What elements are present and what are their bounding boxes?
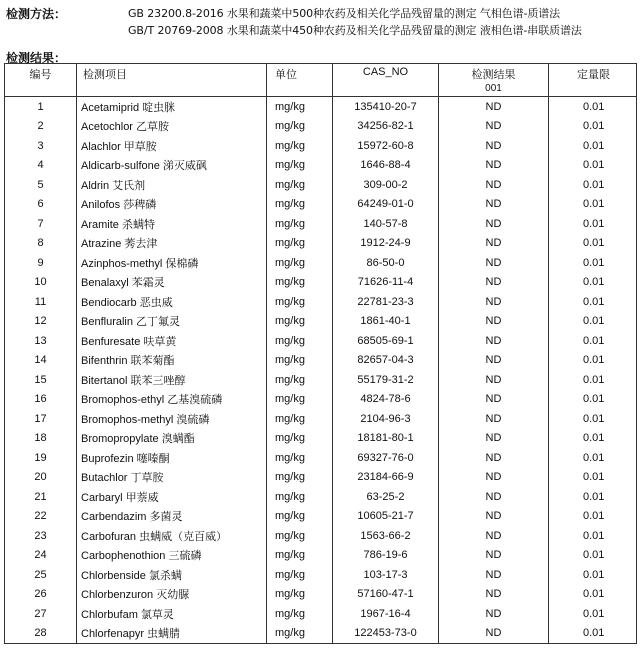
table-row: [5, 546, 637, 566]
row-cas-no: 82657-04-3: [333, 351, 439, 371]
table-row: [5, 585, 637, 605]
row-cas-no: 15972-60-8: [333, 136, 439, 156]
row-number: 3: [5, 136, 77, 156]
row-unit: mg/kg: [267, 409, 333, 429]
row-item-name: Chlorbenzuron 灭幼脲: [77, 585, 267, 605]
row-result: ND: [439, 585, 549, 605]
row-result: ND: [439, 156, 549, 176]
row-item-name: Bromophos-methyl 溴硫磷: [77, 409, 267, 429]
row-number: 17: [5, 409, 77, 429]
row-limit: 0.01: [549, 487, 637, 507]
row-cas-no: 68505-69-1: [333, 331, 439, 351]
row-item-name: Carbendazim 多菌灵: [77, 507, 267, 527]
row-unit: mg/kg: [267, 292, 333, 312]
table-row: [5, 97, 637, 117]
row-unit: mg/kg: [267, 487, 333, 507]
row-limit: 0.01: [549, 448, 637, 468]
row-limit: 0.01: [549, 117, 637, 137]
row-cas-no: 1912-24-9: [333, 234, 439, 254]
row-cas-no: 1967-16-4: [333, 604, 439, 624]
table-row: [5, 273, 637, 293]
row-limit: 0.01: [549, 331, 637, 351]
row-cas-no: 1861-40-1: [333, 312, 439, 332]
row-item-name: Chlorbufam 氯草灵: [77, 604, 267, 624]
row-unit: mg/kg: [267, 624, 333, 644]
row-item-name: Bromopropylate 溴螨酯: [77, 429, 267, 449]
row-limit: 0.01: [549, 351, 637, 371]
row-limit: 0.01: [549, 253, 637, 273]
row-number: 8: [5, 234, 77, 254]
row-unit: mg/kg: [267, 312, 333, 332]
row-result: ND: [439, 234, 549, 254]
row-result: ND: [439, 565, 549, 585]
row-item-name: Acetamiprid 啶虫脒: [77, 97, 267, 117]
row-item-name: Alachlor 甲草胺: [77, 136, 267, 156]
table-row: [5, 175, 637, 195]
header-cas: CAS_NO: [333, 64, 439, 97]
row-limit: 0.01: [549, 175, 637, 195]
row-cas-no: 69327-76-0: [333, 448, 439, 468]
header-item: 检测项目: [77, 64, 267, 97]
row-unit: mg/kg: [267, 390, 333, 410]
row-result: ND: [439, 351, 549, 371]
row-limit: 0.01: [549, 234, 637, 254]
table-row: [5, 292, 637, 312]
row-limit: 0.01: [549, 156, 637, 176]
table-row: [5, 370, 637, 390]
row-number: 5: [5, 175, 77, 195]
row-cas-no: 57160-47-1: [333, 585, 439, 605]
row-item-name: Atrazine 莠去津: [77, 234, 267, 254]
row-number: 21: [5, 487, 77, 507]
row-result: ND: [439, 468, 549, 488]
row-unit: mg/kg: [267, 273, 333, 293]
row-result: ND: [439, 273, 549, 293]
row-item-name: Bitertanol 联苯三唑醇: [77, 370, 267, 390]
row-unit: mg/kg: [267, 97, 333, 117]
table-row: [5, 117, 637, 137]
table-row: [5, 136, 637, 156]
table-row: [5, 390, 637, 410]
row-limit: 0.01: [549, 370, 637, 390]
row-unit: mg/kg: [267, 604, 333, 624]
row-cas-no: 63-25-2: [333, 487, 439, 507]
row-limit: 0.01: [549, 468, 637, 488]
row-result: ND: [439, 604, 549, 624]
table-row: [5, 351, 637, 371]
row-cas-no: 22781-23-3: [333, 292, 439, 312]
table-row: [5, 448, 637, 468]
table-row: [5, 507, 637, 527]
row-number: 16: [5, 390, 77, 410]
row-unit: mg/kg: [267, 468, 333, 488]
row-limit: 0.01: [549, 546, 637, 566]
row-limit: 0.01: [549, 624, 637, 644]
row-number: 22: [5, 507, 77, 527]
row-number: 18: [5, 429, 77, 449]
row-limit: 0.01: [549, 97, 637, 117]
row-cas-no: 786-19-6: [333, 546, 439, 566]
row-result: ND: [439, 370, 549, 390]
row-limit: 0.01: [549, 214, 637, 234]
row-item-name: Benfuresate 呋草黄: [77, 331, 267, 351]
row-result: ND: [439, 331, 549, 351]
row-result: ND: [439, 97, 549, 117]
row-cas-no: 309-00-2: [333, 175, 439, 195]
row-unit: mg/kg: [267, 585, 333, 605]
row-unit: mg/kg: [267, 565, 333, 585]
header-result-label: 检测结果: [471, 69, 516, 81]
row-number: 6: [5, 195, 77, 215]
row-result: ND: [439, 624, 549, 644]
table-row: [5, 253, 637, 273]
row-item-name: Carbofuran 虫螨威（克百威）: [77, 526, 267, 546]
row-number: 24: [5, 546, 77, 566]
row-result: ND: [439, 526, 549, 546]
row-limit: 0.01: [549, 195, 637, 215]
table-row: [5, 409, 637, 429]
row-cas-no: 86-50-0: [333, 253, 439, 273]
row-cas-no: 1646-88-4: [333, 156, 439, 176]
table-row: [5, 331, 637, 351]
row-number: 28: [5, 624, 77, 644]
table-row: [5, 565, 637, 585]
row-result: ND: [439, 507, 549, 527]
row-result: ND: [439, 312, 549, 332]
row-number: 9: [5, 253, 77, 273]
row-result: ND: [439, 292, 549, 312]
row-cas-no: 34256-82-1: [333, 117, 439, 137]
table-row: [5, 487, 637, 507]
row-unit: mg/kg: [267, 195, 333, 215]
row-unit: mg/kg: [267, 526, 333, 546]
row-item-name: Bendiocarb 恶虫威: [77, 292, 267, 312]
row-cas-no: 103-17-3: [333, 565, 439, 585]
row-item-name: Carbophenothion 三硫磷: [77, 546, 267, 566]
row-unit: mg/kg: [267, 214, 333, 234]
row-item-name: Acetochlor 乙草胺: [77, 117, 267, 137]
header-result: [439, 64, 549, 97]
row-number: 15: [5, 370, 77, 390]
row-cas-no: 23184-66-9: [333, 468, 439, 488]
row-limit: 0.01: [549, 312, 637, 332]
row-limit: 0.01: [549, 526, 637, 546]
row-number: 25: [5, 565, 77, 585]
row-cas-no: 55179-31-2: [333, 370, 439, 390]
row-result: ND: [439, 546, 549, 566]
row-item-name: Aldrin 艾氏剂: [77, 175, 267, 195]
row-item-name: Aramite 杀螨特: [77, 214, 267, 234]
row-unit: mg/kg: [267, 331, 333, 351]
row-item-name: Carbaryl 甲萘威: [77, 487, 267, 507]
row-result: ND: [439, 487, 549, 507]
row-unit: mg/kg: [267, 117, 333, 137]
row-number: 13: [5, 331, 77, 351]
row-number: 1: [5, 97, 77, 117]
row-unit: mg/kg: [267, 351, 333, 371]
row-item-name: Azinphos-methyl 保棉磷: [77, 253, 267, 273]
row-limit: 0.01: [549, 565, 637, 585]
row-result: ND: [439, 409, 549, 429]
row-number: 20: [5, 468, 77, 488]
table-row: [5, 429, 637, 449]
method-standard-lc: GB/T 20769-2008 水果和蔬菜中450种农药及相关化学品残留量的测定 液相色谱-串联质谱法: [128, 24, 582, 37]
row-unit: mg/kg: [267, 546, 333, 566]
row-item-name: Bromophos-ethyl 乙基溴硫磷: [77, 390, 267, 410]
row-cas-no: 1563-66-2: [333, 526, 439, 546]
row-unit: mg/kg: [267, 156, 333, 176]
row-limit: 0.01: [549, 507, 637, 527]
row-unit: mg/kg: [267, 370, 333, 390]
table-row: [5, 214, 637, 234]
table-row: [5, 526, 637, 546]
row-item-name: Aldicarb-sulfone 涕灭威砜: [77, 156, 267, 176]
row-result: ND: [439, 390, 549, 410]
row-limit: 0.01: [549, 292, 637, 312]
row-number: 19: [5, 448, 77, 468]
row-number: 27: [5, 604, 77, 624]
row-unit: mg/kg: [267, 507, 333, 527]
row-unit: mg/kg: [267, 448, 333, 468]
row-unit: mg/kg: [267, 429, 333, 449]
row-cas-no: 10605-21-7: [333, 507, 439, 527]
row-item-name: Butachlor 丁草胺: [77, 468, 267, 488]
table-row: [5, 312, 637, 332]
row-item-name: Anilofos 莎稗磷: [77, 195, 267, 215]
row-item-name: Bifenthrin 联苯菊酯: [77, 351, 267, 371]
table-row: [5, 195, 637, 215]
table-row: [5, 468, 637, 488]
row-unit: mg/kg: [267, 253, 333, 273]
row-limit: 0.01: [549, 585, 637, 605]
row-result: ND: [439, 117, 549, 137]
row-limit: 0.01: [549, 273, 637, 293]
table-header-row: [5, 64, 637, 97]
row-item-name: Benfluralin 乙丁氟灵: [77, 312, 267, 332]
row-unit: mg/kg: [267, 234, 333, 254]
row-cas-no: 71626-11-4: [333, 273, 439, 293]
row-number: 26: [5, 585, 77, 605]
row-result: ND: [439, 448, 549, 468]
method-standard-gc: GB 23200.8-2016 水果和蔬菜中500种农药及相关化学品残留量的测定 气相色谱-质谱法: [128, 7, 561, 20]
header-no: 编号: [5, 64, 77, 97]
row-result: ND: [439, 429, 549, 449]
row-number: 23: [5, 526, 77, 546]
row-number: 2: [5, 117, 77, 137]
row-number: 4: [5, 156, 77, 176]
row-limit: 0.01: [549, 409, 637, 429]
row-number: 12: [5, 312, 77, 332]
row-cas-no: 135410-20-7: [333, 97, 439, 117]
row-item-name: Benalaxyl 苯霜灵: [77, 273, 267, 293]
table-row: [5, 156, 637, 176]
row-number: 10: [5, 273, 77, 293]
header-limit: 定量限: [549, 64, 637, 97]
row-result: ND: [439, 175, 549, 195]
row-result: ND: [439, 214, 549, 234]
method-label: 检测方法：: [6, 7, 67, 21]
header-unit: 单位: [267, 64, 333, 97]
results-label: 检测结果：: [6, 51, 67, 65]
row-item-name: Chlorbenside 氯杀螨: [77, 565, 267, 585]
row-cas-no: 122453-73-0: [333, 624, 439, 644]
row-limit: 0.01: [549, 136, 637, 156]
header-result-sample: 001: [485, 83, 502, 94]
row-limit: 0.01: [549, 429, 637, 449]
row-unit: mg/kg: [267, 136, 333, 156]
row-cas-no: 2104-96-3: [333, 409, 439, 429]
row-result: ND: [439, 136, 549, 156]
row-result: ND: [439, 253, 549, 273]
row-item-name: Chlorfenapyr 虫螨腈: [77, 624, 267, 644]
row-cas-no: 64249-01-0: [333, 195, 439, 215]
row-number: 14: [5, 351, 77, 371]
results-table: [4, 63, 637, 644]
row-unit: mg/kg: [267, 175, 333, 195]
row-limit: 0.01: [549, 390, 637, 410]
row-cas-no: 4824-78-6: [333, 390, 439, 410]
row-limit: 0.01: [549, 604, 637, 624]
table-row: [5, 234, 637, 254]
table-row: [5, 624, 637, 644]
row-item-name: Buprofezin 噻嗪酮: [77, 448, 267, 468]
row-cas-no: 140-57-8: [333, 214, 439, 234]
row-number: 7: [5, 214, 77, 234]
row-number: 11: [5, 292, 77, 312]
table-row: [5, 604, 637, 624]
row-result: ND: [439, 195, 549, 215]
row-cas-no: 18181-80-1: [333, 429, 439, 449]
